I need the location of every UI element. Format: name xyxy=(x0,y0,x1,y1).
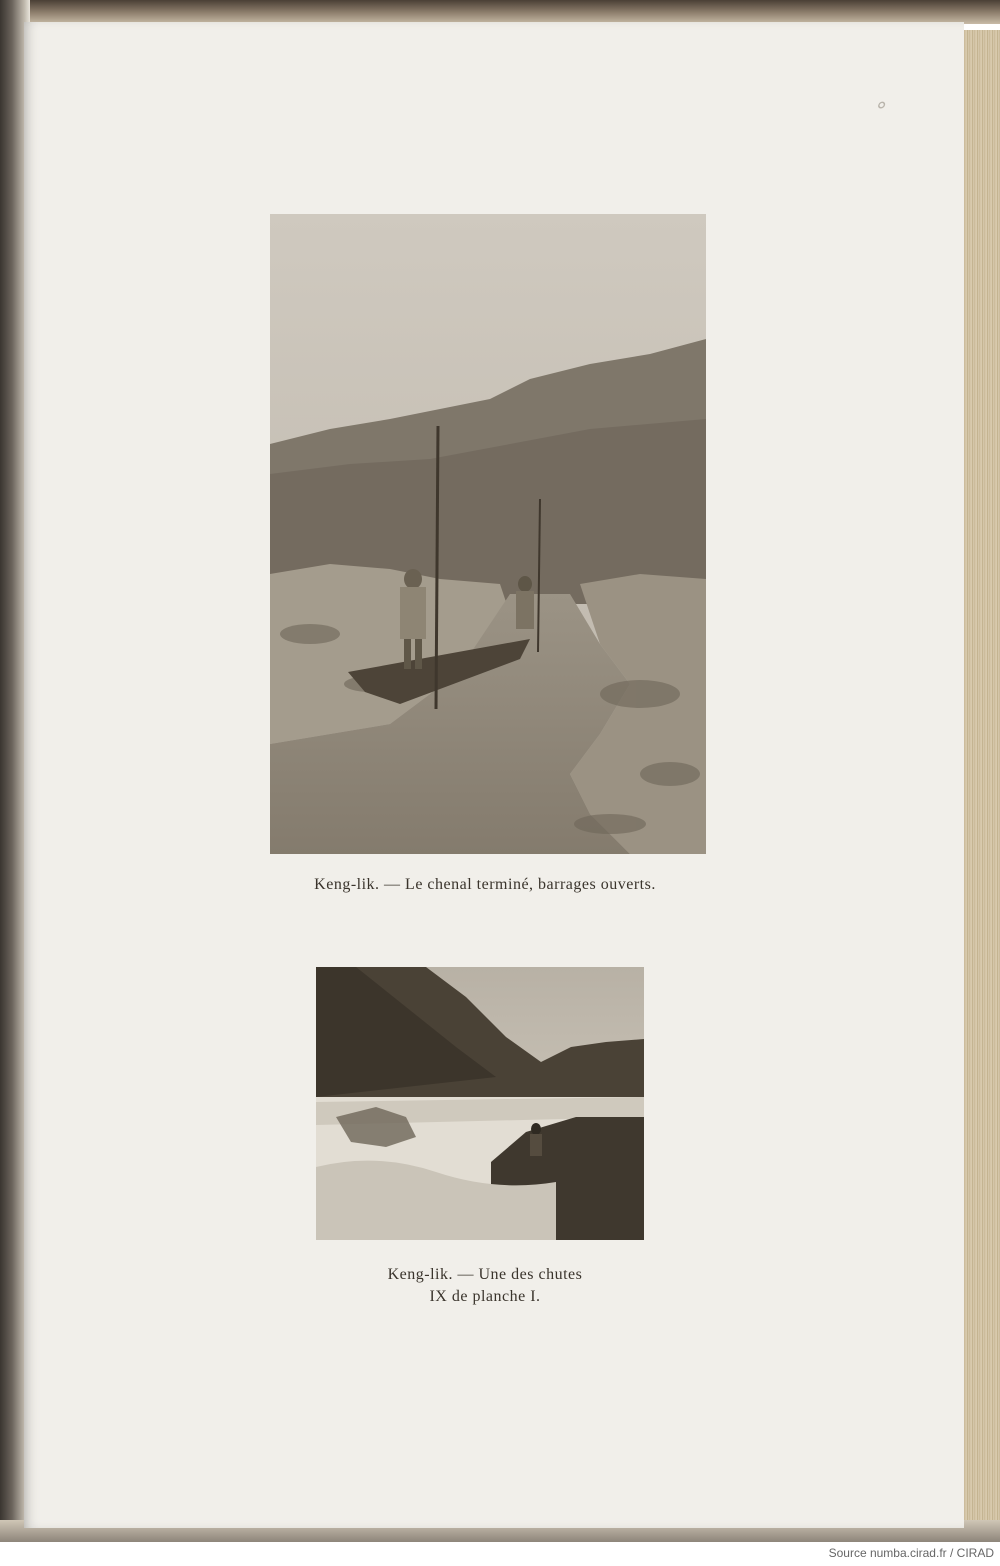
caption-photo-1: Keng-lik. — Le chenal terminé, barrages ouverts. xyxy=(314,876,656,893)
pencil-mark: ∘ xyxy=(873,92,887,117)
photo-waterfall-image xyxy=(316,967,644,1240)
caption-photo-2-line-2: IX de planche I. xyxy=(429,1288,541,1305)
caption-photo-2-line-1: Keng-lik. — Une des chutes xyxy=(387,1266,583,1283)
photo-waterfall xyxy=(316,967,644,1240)
book-top-edge xyxy=(0,0,1000,24)
photo-channel-boat xyxy=(270,214,706,854)
photo-channel-boat-image xyxy=(270,214,706,854)
source-credit: Source numba.cirad.fr / CIRAD xyxy=(828,1546,994,1560)
page-edges xyxy=(958,30,1000,1540)
